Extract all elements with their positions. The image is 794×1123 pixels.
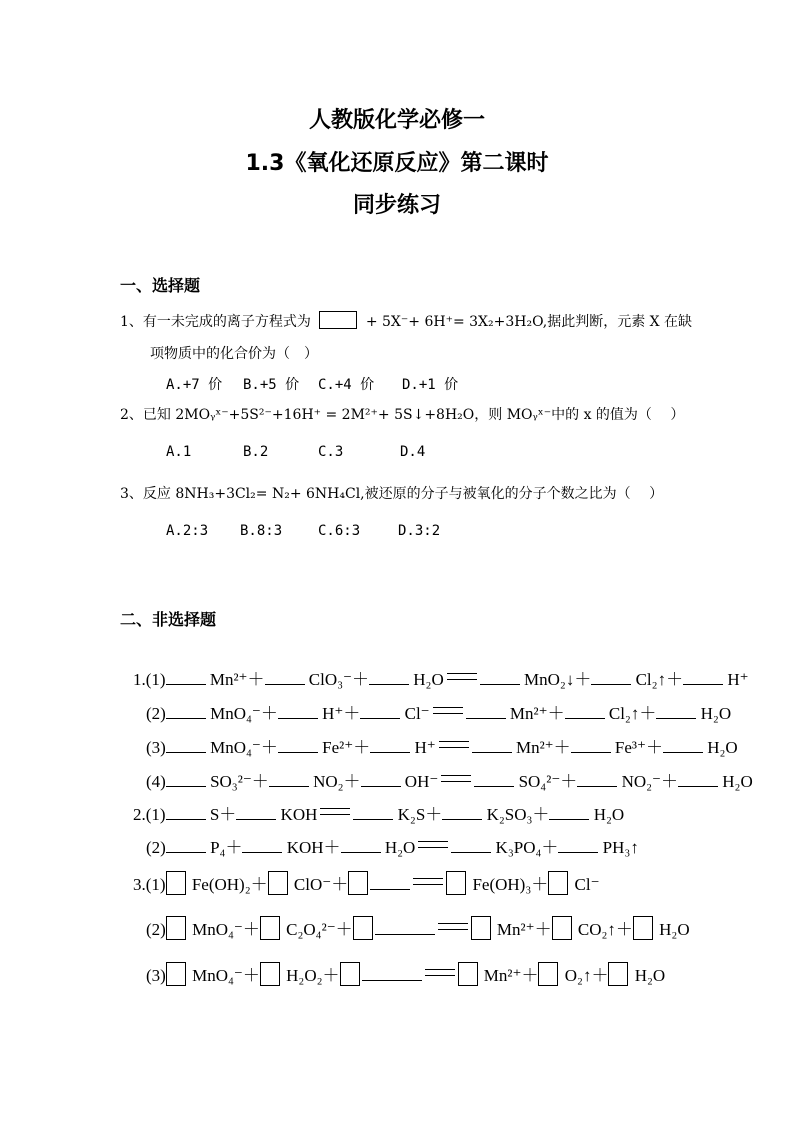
question-1 xyxy=(120,311,692,331)
doc-title: 人教版化学必修一 xyxy=(308,108,485,133)
doc-subtitle-2: 同步练习 xyxy=(352,193,441,218)
species: Fe(OH)₂＋ xyxy=(191,875,268,894)
equals-sign xyxy=(439,741,469,748)
option-c: C.3 xyxy=(318,444,344,460)
coefficient-box xyxy=(340,962,360,986)
blank xyxy=(166,803,206,820)
equation-1-1 xyxy=(133,665,749,690)
species: H⁺ xyxy=(414,738,436,757)
coefficient-box xyxy=(348,871,368,895)
blank xyxy=(683,668,723,685)
blank xyxy=(361,770,401,787)
eq-label: (3) xyxy=(146,738,166,757)
coefficient-box xyxy=(538,962,558,986)
coefficient-box xyxy=(548,871,568,895)
species: H₂O xyxy=(593,805,625,824)
equals-sign xyxy=(413,878,443,885)
species: K₃PO₄＋ xyxy=(495,838,559,857)
option-b: B.+5 价 xyxy=(243,377,300,393)
species: Fe(OH)₃＋ xyxy=(472,875,549,894)
species: H⁺ xyxy=(727,670,749,689)
blank xyxy=(375,918,435,935)
species: Cl₂↑＋ xyxy=(635,670,684,689)
species: P₄＋ xyxy=(210,838,243,857)
doc-subtitle: 1.3《氧化还原反应》第二课时 xyxy=(245,151,549,176)
blank xyxy=(549,803,589,820)
coefficient-box xyxy=(260,916,280,940)
question-1-suffix: + 5X⁻+ 6H⁺= 3X₂+3H₂O,据此判断，元素 X 在缺 xyxy=(365,314,693,330)
equals-sign xyxy=(425,969,455,976)
species: H₂O xyxy=(722,772,753,791)
blank xyxy=(278,736,318,753)
eq-label: 1.(1) xyxy=(133,670,166,689)
equals-sign xyxy=(433,707,463,714)
equals-sign xyxy=(441,775,471,782)
blank xyxy=(236,803,276,820)
question-3: 3、反应 8NH₃+3Cl₂= N₂+ 6NH₄Cl,被还原的分子与被氧化的分子个数之比为（ ） xyxy=(120,486,664,502)
section-title-nonchoice: 二、非选择题 xyxy=(120,610,217,629)
species: KOH xyxy=(280,805,318,824)
option-a: A.1 xyxy=(166,444,192,460)
species: Mn²⁺＋ xyxy=(509,704,565,723)
option-a: A.+7 价 xyxy=(166,377,223,393)
blank xyxy=(480,668,520,685)
blank xyxy=(166,770,206,787)
blank xyxy=(166,668,206,685)
blank xyxy=(474,770,514,787)
blank xyxy=(663,736,703,753)
coefficient-box xyxy=(166,871,186,895)
equals-sign xyxy=(418,841,448,848)
species: MnO₄⁻＋ xyxy=(192,966,260,985)
blank xyxy=(360,702,400,719)
species: NO₂⁻＋ xyxy=(621,772,679,791)
blank xyxy=(341,836,381,853)
coefficient-box xyxy=(471,916,491,940)
coefficient-box xyxy=(458,962,478,986)
species: OH⁻ xyxy=(404,772,439,791)
species: MnO₄⁻＋ xyxy=(210,704,278,723)
species: MnO₄⁻＋ xyxy=(192,920,260,939)
coefficient-box xyxy=(608,962,628,986)
coefficient-box xyxy=(633,916,653,940)
blank xyxy=(166,836,206,853)
species: H₂O xyxy=(659,920,690,939)
option-c: C.+4 价 xyxy=(318,377,375,393)
species: H⁺＋ xyxy=(322,704,361,723)
equation-3-1 xyxy=(133,870,600,895)
eq-label: 2.(1) xyxy=(133,805,166,824)
option-d: D.4 xyxy=(400,444,426,460)
species: PH₃↑ xyxy=(602,838,639,857)
answer-box xyxy=(319,311,357,329)
blank xyxy=(278,702,318,719)
species: ClO⁻＋ xyxy=(293,875,349,894)
question-2: 2、已知 2MOᵧˣ⁻+5S²⁻+16H⁺ = 2M²⁺+ 5S↓+8H₂O，则 MOᵧˣ⁻中的 x 的值为（ ） xyxy=(120,407,685,423)
species: MnO₂↓＋ xyxy=(524,670,592,689)
coefficient-box xyxy=(552,916,572,940)
equals-sign xyxy=(447,673,477,680)
species: Mn²⁺＋ xyxy=(483,966,539,985)
species: Cl₂↑＋ xyxy=(608,704,657,723)
coefficient-box xyxy=(268,871,288,895)
species: SO₄²⁻＋ xyxy=(518,772,578,791)
species: MnO₄⁻＋ xyxy=(210,738,278,757)
question-1-line2: 项物质中的化合价为（ ） xyxy=(150,346,318,362)
blank xyxy=(166,702,206,719)
blank xyxy=(472,736,512,753)
blank xyxy=(269,770,309,787)
option-a: A.2:3 xyxy=(166,523,209,539)
species: Mn²⁺＋ xyxy=(209,670,265,689)
option-c: C.6:3 xyxy=(318,523,361,539)
blank xyxy=(451,836,491,853)
option-d: D.+1 价 xyxy=(402,377,459,393)
equation-3-3 xyxy=(146,961,665,986)
eq-label: (4) xyxy=(146,772,166,791)
blank xyxy=(466,702,506,719)
equals-sign xyxy=(438,923,468,930)
blank xyxy=(242,836,282,853)
blank xyxy=(370,873,410,890)
equation-1-2 xyxy=(146,699,731,724)
coefficient-box xyxy=(446,871,466,895)
section-title-choice: 一、选择题 xyxy=(120,276,201,295)
species: Mn²⁺＋ xyxy=(515,738,571,757)
blank xyxy=(565,702,605,719)
blank xyxy=(678,770,718,787)
coefficient-box xyxy=(166,916,186,940)
coefficient-box xyxy=(260,962,280,986)
coefficient-box xyxy=(166,962,186,986)
species: C₂O₄²⁻＋ xyxy=(286,920,353,939)
eq-label: (3) xyxy=(146,966,166,985)
blank xyxy=(591,668,631,685)
question-1-prefix: 1、有一未完成的离子方程式为 xyxy=(120,314,311,330)
species: Fe³⁺＋ xyxy=(614,738,663,757)
species: SO₃²⁻＋ xyxy=(210,772,269,791)
blank xyxy=(656,702,696,719)
blank xyxy=(442,803,482,820)
blank xyxy=(571,736,611,753)
species: S＋ xyxy=(209,805,237,824)
species: NO₂＋ xyxy=(313,772,361,791)
species: Fe²⁺＋ xyxy=(322,738,371,757)
equation-1-3 xyxy=(146,733,738,758)
species: H₂O xyxy=(413,670,444,689)
blank xyxy=(353,803,393,820)
blank xyxy=(265,668,305,685)
option-b: B.2 xyxy=(243,444,269,460)
species: Cl⁻ xyxy=(404,704,430,723)
eq-label: (2) xyxy=(146,704,166,723)
species: H₂O xyxy=(384,838,416,857)
blank xyxy=(558,836,598,853)
equation-1-4 xyxy=(146,767,753,792)
blank xyxy=(577,770,617,787)
blank xyxy=(369,668,409,685)
species: Mn²⁺＋ xyxy=(496,920,552,939)
equation-2-2 xyxy=(146,833,639,858)
species: Cl⁻ xyxy=(574,875,600,894)
equals-sign xyxy=(320,808,350,815)
species: ClO₃⁻＋ xyxy=(308,670,370,689)
species: K₂SO₃＋ xyxy=(486,805,550,824)
species: H₂O xyxy=(707,738,738,757)
species: CO₂↑＋ xyxy=(577,920,633,939)
species: H₂O xyxy=(634,966,666,985)
option-b: B.8:3 xyxy=(240,523,283,539)
species: O₂↑＋ xyxy=(564,966,609,985)
species: K₂S＋ xyxy=(397,805,443,824)
equation-3-2 xyxy=(146,915,690,940)
eq-label: 3.(1) xyxy=(133,875,166,894)
coefficient-box xyxy=(353,916,373,940)
species: H₂O xyxy=(700,704,732,723)
equation-2-1 xyxy=(133,800,624,825)
blank xyxy=(370,736,410,753)
option-d: D.3:2 xyxy=(398,523,441,539)
species: H₂O₂＋ xyxy=(286,966,340,985)
blank xyxy=(166,736,206,753)
eq-label: (2) xyxy=(146,920,166,939)
species: KOH＋ xyxy=(286,838,341,857)
eq-label: (2) xyxy=(146,838,166,857)
blank xyxy=(362,964,422,981)
